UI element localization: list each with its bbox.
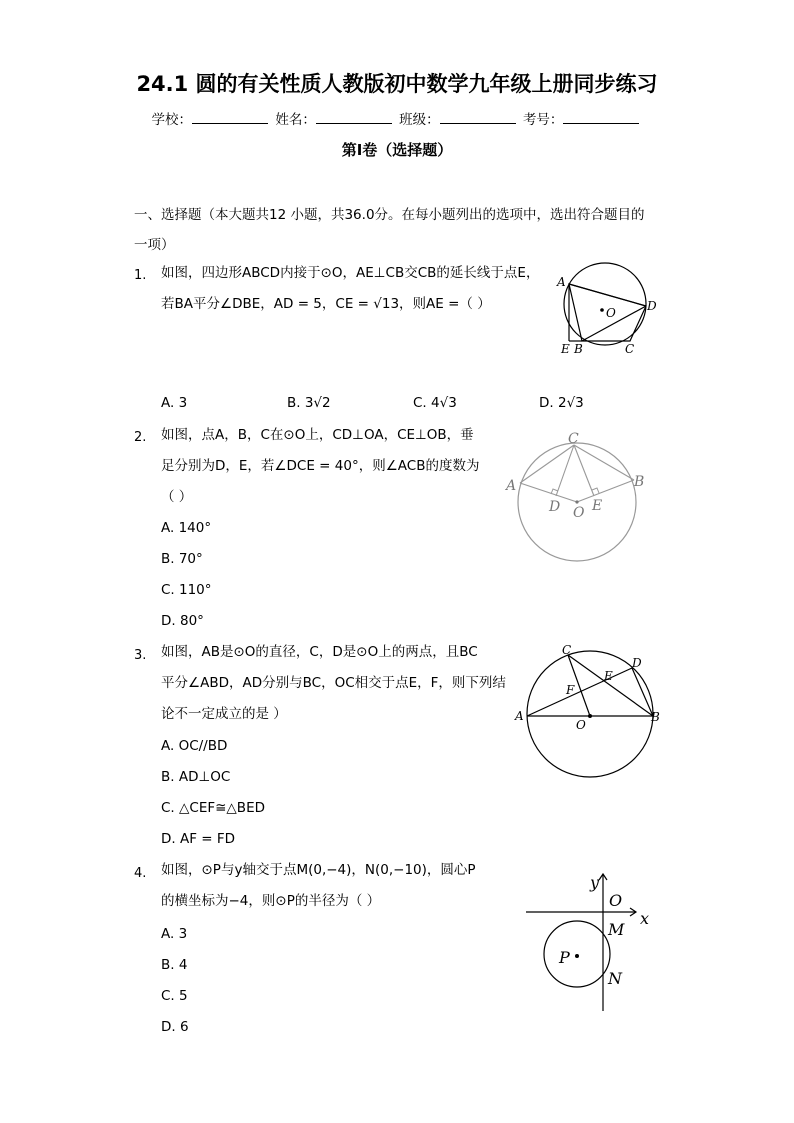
paper-title: 24.1 圆的有关性质人教版初中数学九年级上册同步练习 [136,72,658,96]
section-line-1: 一、选择题（本大题共12 小题，共36.0分。在每小题列出的选项中，选出符合题目的 [134,207,645,223]
class-blank[interactable] [440,111,516,124]
fig3-label-f: F [566,683,575,697]
fig4-label-p: P [559,948,570,967]
question-4-line-1: 如图，⊙P与y轴交于点M(0,−4)，N(0,−10)，圆心P [161,862,476,878]
question-3-line-1: 如图，AB是⊙O的直径，C，D是⊙O上的两点，且BC [161,644,478,660]
question-1-option-b[interactable]: B. 3√2 [287,395,331,411]
question-4-option-c[interactable]: C. 5 [161,988,188,1004]
question-4-option-a[interactable]: A. 3 [161,926,188,942]
id-blank[interactable] [563,111,639,124]
question-3-line-3: 论不一定成立的是 ） [161,706,287,722]
fig1-label-b: B [574,342,583,356]
question-3-option-c[interactable]: C. △CEF≅△BED [161,800,265,816]
question-2-option-b[interactable]: B. 70° [161,551,203,567]
fig1-label-e: E [561,342,570,356]
fig4-label-y: y [590,873,600,892]
fig2-label-e: E [592,498,603,514]
fig1-label-o: O [606,306,616,320]
question-3-figure [512,640,667,780]
question-4-number: 4. [134,866,147,881]
question-2-text [161,420,501,513]
fig3-label-b: B [651,710,660,724]
question-2-line-1: 如图，点A，B，C在⊙O上，CD⊥OA，CE⊥OB，垂 [161,427,474,443]
question-3-text [161,637,511,730]
question-2-option-d[interactable]: D. 80° [161,613,204,629]
question-4-option-d[interactable]: D. 6 [161,1019,189,1035]
fig2-label-b: B [634,474,645,490]
fig4-label-n: N [608,969,622,988]
name-label: 姓名： [275,112,316,128]
question-1-option-d[interactable]: D. 2√3 [539,395,584,411]
question-3-line-2: 平分∠ABD，AD分别与BC，OC相交于点E，F，则下列结 [161,675,506,691]
fig3-label-e: E [604,669,613,683]
question-4-text [161,855,501,917]
fig1-label-c: C [625,342,635,356]
fig4-label-m: M [608,920,625,939]
id-label: 考号： [522,112,564,128]
fig1-label-d: D [647,299,657,313]
fig2-label-d: D [549,499,561,515]
question-2-line-2: 足分别为D，E，若∠DCE = 40°，则∠ACB的度数为 [161,458,480,474]
question-2-option-c[interactable]: C. 110° [161,582,212,598]
question-2-option-a[interactable]: A. 140° [161,520,212,536]
fig2-label-a: A [506,478,517,494]
class-label: 班级： [399,112,440,128]
question-1-option-c[interactable]: C. 4√3 [413,395,457,411]
question-1-line-1: 如图，四边形ABCD内接于⊙O，AE⊥CB交CB的延长线于点E， [161,265,540,281]
volume-heading: 第I卷（选择题） [341,141,453,159]
question-3-option-b[interactable]: B. AD⊥OC [161,769,231,785]
fig3-label-o: O [576,718,586,732]
question-3-number: 3. [134,648,147,663]
fig1-label-a: A [557,275,566,289]
question-1-text [161,258,541,320]
question-1-figure [555,262,665,357]
section-line-2: 一项） [134,237,175,253]
question-1-option-a[interactable]: A. 3 [161,395,188,411]
fig3-label-a: A [515,709,524,723]
question-4-figure [526,868,661,1016]
student-info-line [0,108,794,128]
question-1-line-2: 若BA平分∠DBE，AD = 5，CE = √13，则AE =（ ） [161,296,491,312]
school-label: 学校： [151,112,193,128]
question-3-option-a[interactable]: A. OC//BD [161,738,228,754]
section-instructions [134,200,674,260]
question-4-option-b[interactable]: B. 4 [161,957,188,973]
question-1-number: 1. [134,268,147,283]
fig3-label-d: D [632,656,642,670]
name-blank[interactable] [316,111,392,124]
fig4-label-o: O [609,891,623,910]
school-blank[interactable] [192,111,268,124]
question-3-option-d[interactable]: D. AF = FD [161,831,236,847]
fig3-label-c: C [562,643,572,657]
fig2-label-c: C [568,431,579,447]
fig2-label-o: O [573,505,585,521]
question-2-number: 2. [134,430,147,445]
question-2-line-3: （ ） [161,489,193,505]
fig4-label-x: x [640,909,650,928]
question-4-line-2: 的横坐标为−4，则⊙P的半径为（ ） [161,893,381,909]
question-2-figure [502,430,652,562]
